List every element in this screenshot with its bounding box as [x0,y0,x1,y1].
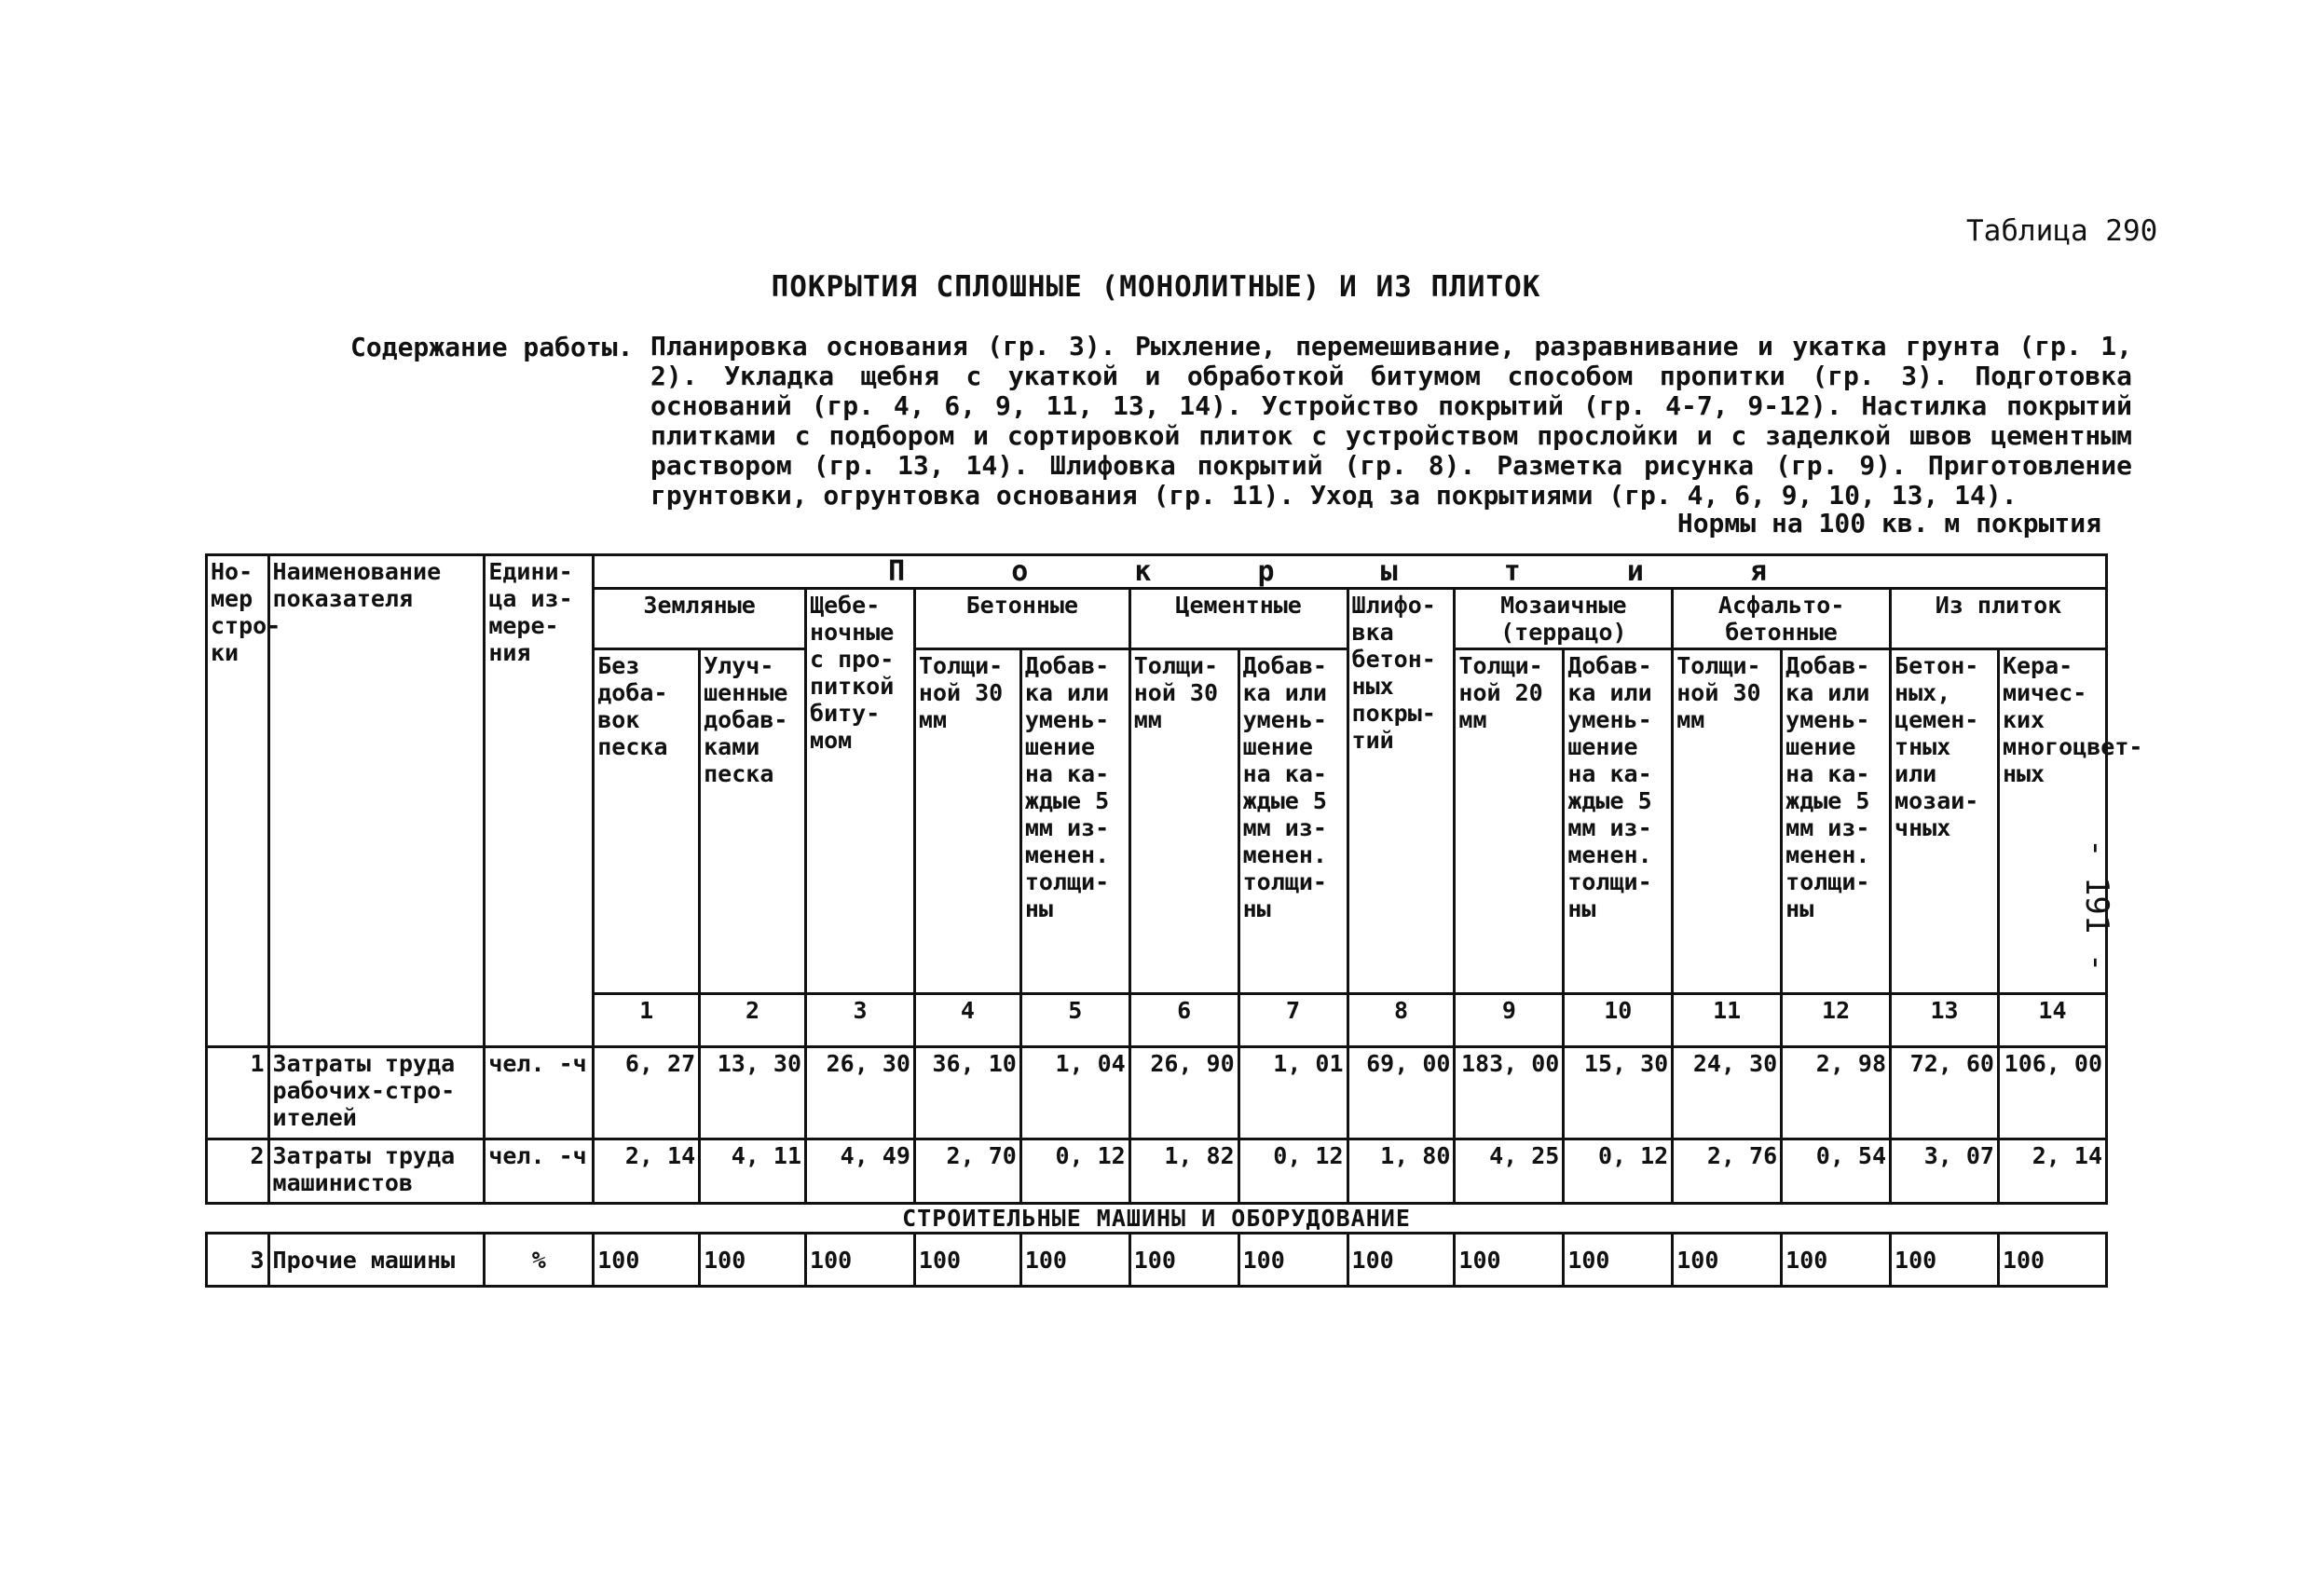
value-cell: 100 [914,1234,1020,1287]
norms-table [205,553,2143,1288]
section-title: СТРОИТЕЛЬНЫЕ МАШИНЫ И ОБОРУДОВАНИЕ [207,1204,2107,1234]
value-cell: 13, 30 [700,1047,806,1139]
value-cell: 100 [1455,1234,1564,1287]
value-cell: 69, 00 [1348,1047,1455,1139]
indicator-name: Затраты труда рабочих-стро-ителей [268,1047,485,1139]
table-row [207,1139,2107,1204]
column-header-10: Добав-ка или умень-шение на ка-ждые 5 мм из-менен. толщи-ны [1564,649,1673,994]
section-row [207,1204,2107,1234]
value-cell: 0, 12 [1564,1139,1673,1204]
value-cell: 100 [1998,1234,2106,1287]
value-cell: 26, 90 [1129,1047,1238,1139]
value-cell: 0, 12 [1020,1139,1129,1204]
column-number: 14 [1998,994,2106,1047]
value-cell: 100 [1564,1234,1673,1287]
row-number-header: Но-мер стро-ки [207,555,269,1047]
unit-header: Едини-ца из-мере-ния [485,555,594,1047]
value-cell: 1, 80 [1348,1139,1455,1204]
row-number: 2 [207,1139,269,1204]
value-cell: 72, 60 [1891,1047,1999,1139]
value-cell: 2, 98 [1782,1047,1891,1139]
column-header-1: Без доба-вок песка [594,649,700,994]
column-number: 11 [1673,994,1782,1047]
group-mosaic: Мозаичные (террацо) [1455,589,1673,649]
column-number: 7 [1238,994,1348,1047]
column-header-14: Кера-мичес-ких многоцвет-ных [1998,649,2106,994]
group-cement: Цементные [1129,589,1348,649]
value-cell: 15, 30 [1564,1047,1673,1139]
column-header-13: Бетон-ных, цемен-тных или мозаи-чных [1891,649,1999,994]
column-header-12: Добав-ка или умень-шение на ка-ждые 5 мм из-менен. толщи-ны [1782,649,1891,994]
table-row [207,1047,2107,1139]
row-number: 3 [207,1234,269,1287]
indicator-name-header: Наименование показателя [268,555,485,1047]
column-header-6: Толщи-ной 30 мм [1129,649,1238,994]
column-number: 1 [594,994,700,1047]
column-header-4: Толщи-ной 30 мм [914,649,1020,994]
value-cell: 106, 00 [1998,1047,2106,1139]
column-header-11: Толщи-ной 30 мм [1673,649,1782,994]
unit-cell: чел. -ч [485,1139,594,1204]
column-number: 8 [1348,994,1455,1047]
column-header-2: Улуч-шенные добав-ками песка [700,649,806,994]
value-cell: 36, 10 [914,1047,1020,1139]
norms-note: Нормы на 100 кв. м покрытия [1676,508,2101,539]
value-cell: 24, 30 [1673,1047,1782,1139]
value-cell: 100 [1238,1234,1348,1287]
value-cell: 100 [1673,1234,1782,1287]
coverings-super-header: П о к р ы т и я [594,555,2107,589]
group-earth: Земляные [594,589,806,649]
value-cell: 4, 25 [1455,1139,1564,1204]
column-header-8: Шлифо-вка бетон-ных покры-тий [1348,589,1455,994]
group-asphalt: Асфальто-бетонные [1673,589,1891,649]
value-cell: 3, 07 [1891,1139,1999,1204]
group-concrete: Бетонные [914,589,1129,649]
indicator-name: Прочие машины [268,1234,485,1287]
column-header-5: Добав-ка или умень-шение на ка-ждые 5 мм из-менен. толщи-ны [1020,649,1129,994]
work-content-text: Планировка основания (гр. 3). Рыхление, перемешивание, разравнивание и укатка грунта (гр. 1, 2). Укладка щебня с укаткой и обработкой битумом способом пропитки (гр. 3). Подготовка оснований (гр. 4, 6, 9, 11, 13, 14). Устройство покрытий (гр. 4-7, 9-12). Настилка покрытий плитками с подбором и сортировкой плиток с устройством прослойки и с заделкой швов цементным раствором (гр. 13, 14). Шлифовка покрытий (гр. 8). Разметка рисунка (гр. 9). Приготовление грунтовки, огрунтовка основания (гр. 11). Уход за покрытиями (гр. 4, 6, 9, 10, 13, 14). [650,331,2132,511]
column-number: 10 [1564,994,1673,1047]
value-cell: 4, 11 [700,1139,806,1204]
value-cell: 4, 49 [806,1139,915,1204]
unit-cell: чел. -ч [485,1047,594,1139]
page-number: - 191 - [2078,839,2115,973]
column-number: 5 [1020,994,1129,1047]
table-row [207,1234,2107,1287]
value-cell: 2, 76 [1673,1139,1782,1204]
column-number: 12 [1782,994,1891,1047]
column-header-7: Добав-ка или умень-шение на ка-ждые 5 мм из-менен. толщи-ны [1238,649,1348,994]
column-header-3: Щебе-ночные с про-питкой биту-мом [806,589,915,994]
work-content-label: Содержание работы. [350,332,634,362]
value-cell: 2, 14 [1998,1139,2106,1204]
group-tiles: Из плиток [1891,589,2107,649]
value-cell: 2, 70 [914,1139,1020,1204]
value-cell: 100 [1020,1234,1129,1287]
value-cell: 26, 30 [806,1047,915,1139]
unit-cell: % [485,1234,594,1287]
value-cell: 183, 00 [1455,1047,1564,1139]
value-cell: 1, 04 [1020,1047,1129,1139]
value-cell: 100 [1129,1234,1238,1287]
value-cell: 2, 14 [594,1139,700,1204]
row-number: 1 [207,1047,269,1139]
document-title: ПОКРЫТИЯ СПЛОШНЫЕ (МОНОЛИТНЫЕ) И ИЗ ПЛИТОК [771,270,1541,304]
table-number: Таблица 290 [1966,214,2158,248]
value-cell: 1, 82 [1129,1139,1238,1204]
column-number: 13 [1891,994,1999,1047]
column-number: 3 [806,994,915,1047]
indicator-name: Затраты труда машинистов [268,1139,485,1204]
column-number: 4 [914,994,1020,1047]
column-number: 2 [700,994,806,1047]
column-number: 6 [1129,994,1238,1047]
value-cell: 100 [594,1234,700,1287]
value-cell: 100 [1891,1234,1999,1287]
value-cell: 0, 12 [1238,1139,1348,1204]
column-number: 9 [1455,994,1564,1047]
column-header-9: Толщи-ной 20 мм [1455,649,1564,994]
value-cell: 100 [700,1234,806,1287]
value-cell: 100 [1782,1234,1891,1287]
value-cell: 1, 01 [1238,1047,1348,1139]
value-cell: 100 [1348,1234,1455,1287]
value-cell: 100 [806,1234,915,1287]
value-cell: 6, 27 [594,1047,700,1139]
value-cell: 0, 54 [1782,1139,1891,1204]
